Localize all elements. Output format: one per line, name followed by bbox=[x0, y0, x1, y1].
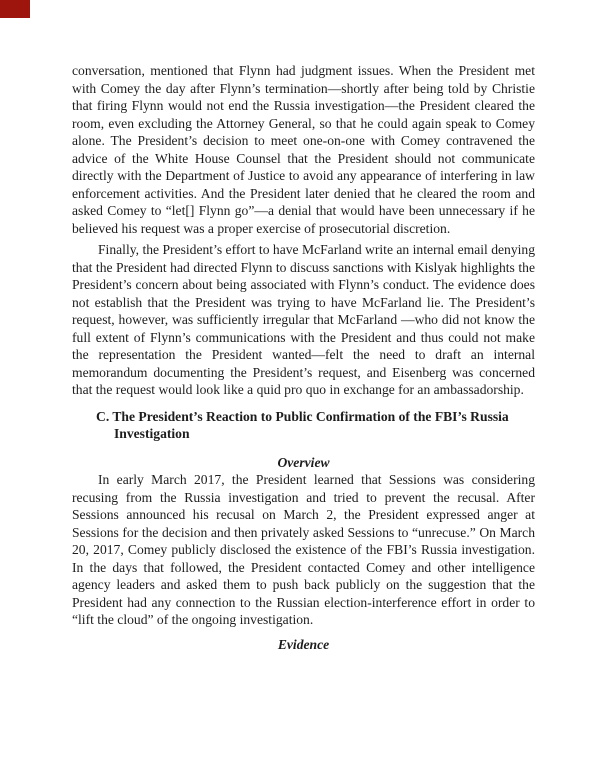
section-heading-c bbox=[72, 408, 535, 443]
section-heading-c-line2: Investigation bbox=[114, 426, 190, 441]
paragraph-flynn-comey: conversation, mentioned that Flynn had judgment issues. When the President met with Comey the day after Flynn’s termination—shortly after being told by Christie that firing Flynn would not end the Russia investigation—the President cleared the room, even excluding the Attorney General, so that he could again speak to Comey alone. The President’s decision to meet one-on-one with Comey contravened the advice of the White House Counsel that the President should not communicate directly with the Department of Justice to avoid any appearance of interfering in law enforcement activities. And the President later denied that he cleared the room and asked Comey to “let[] Flynn go”—a denial that would have been unnecessary if he believed his request was a proper exercise of prosecutorial discretion. bbox=[72, 63, 535, 236]
section-heading-c-line1: C. The President’s Reaction to Public Confirmation of the FBI’s Russia bbox=[96, 408, 509, 424]
paragraph-mcfarland-email: Finally, the President’s effort to have McFarland write an internal email denying that the President had directed Flynn to discuss sanctions with Kislyak highlights the President’s concern about being associated with Flynn’s conduct. The evidence does not establish that the President was trying to have McFarland lie. The President’s request, however, was sufficiently irregular that McFarland —who did not know the full extent of Flynn’s communications with the President and thus could not make the representation the President wanted—felt the need to draft an internal memorandum documenting the President’s request, and Eisenberg was concerned that the request would look like a quid pro quo in exchange for an ambassadorship. bbox=[72, 242, 535, 397]
paragraph-overview-sessions: In early March 2017, the President learned that Sessions was considering recusing from the Russia investigation and tried to prevent the recusal. After Sessions announced his recusal on March 2, the President expressed anger at Sessions for the decision and then privately asked Sessions to “unrecuse.” On March 20, 2017, Comey publicly disclosed the existence of the FBI’s Russia investigation. In the days that followed, the President contacted Comey and other intelligence agency leaders and asked them to push back publicly on the suggestion that the President had any connection to the Russian election-interference effort in order to “lift the cloud” of the ongoing investigation. bbox=[72, 472, 535, 627]
overview-heading: Overview bbox=[277, 454, 330, 470]
red-corner-marker bbox=[0, 0, 30, 18]
document-text-block bbox=[72, 62, 535, 653]
evidence-heading: Evidence bbox=[277, 636, 330, 652]
